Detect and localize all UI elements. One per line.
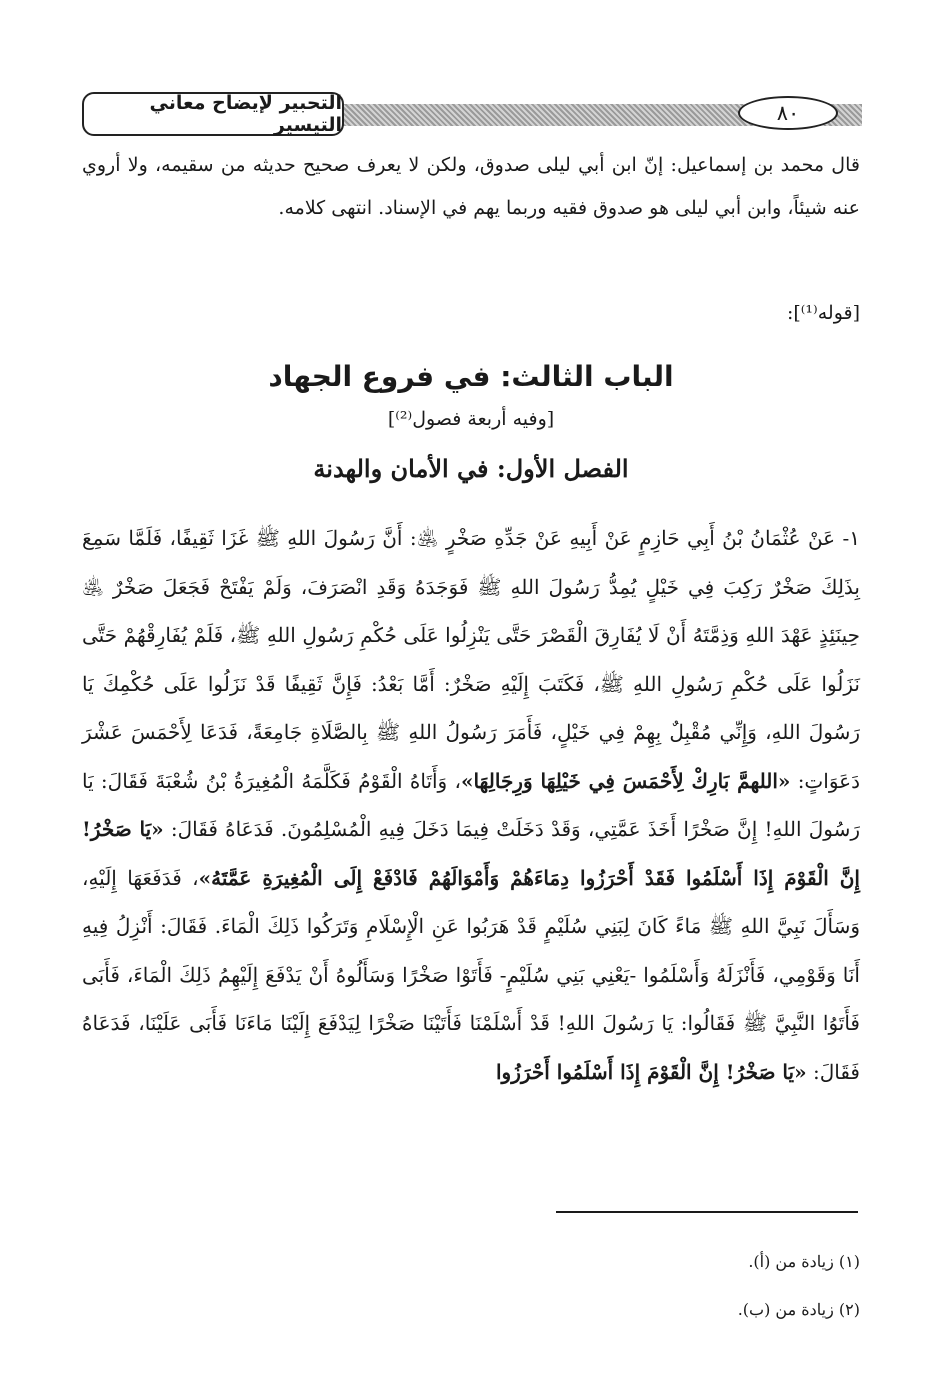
hadith-text-part1: ١- عَنْ عُثْمَانُ بْنُ أَبِي حَازِمٍ عَنْ أَبِيهِ عَنْ جَدِّهِ صَخْرٍ ﵁: أَنَّ رَسُولَ اللهِ ﷺ غَزَا ثَقِيفًا، فَلَمَّا سَمِعَ بِذَلِكَ صَخْرٌ رَكِبَ فِي خَيْلٍ يُمِدُّ رَسُولَ اللهِ ﷺ فَوَجَدَهُ وَقَدِ انْصَرَفَ، وَلَمْ يَفْتَحْ فَجَعَلَ صَخْرٌ ﵁ حِينَئِذٍ عَهْدَ اللهِ وَذِمَّتَهُ أَنْ لَا يُفَارِقَ الْقَصْرَ حَتَّى يَنْزِلُوا عَلَى حُكْمِ رَسُولِ اللهِ ﷺ، فَلَمْ يُفَارِقْهُمْ حَتَّى نَزَلُوا عَلَى حُكْمِ رَسُولِ اللهِ ﷺ، فَكَتَبَ إِلَيْهِ صَخْرٌ: أَمَّا بَعْدُ: فَإِنَّ ثَقِيفًا قَدْ نَزَلُوا عَلَى حُكْمِكَ يَا رَسُولَ اللهِ، وَإِنِّي مُقْبِلٌ بِهِمْ فِي خَيْلٍ، فَأَمَرَ رَسُولُ اللهِ ﷺ بِالصَّلَاةِ جَامِعَةً، فَدَعَا لِأَحْمَسَ عَشْرَ دَعَوَاتٍ: <box>82 526 860 793</box>
section-title: الفصل الأول: في الأمان والهدنة <box>313 454 629 483</box>
page-number: ٨٠ <box>738 96 838 130</box>
hadith-text-part2: ، وَأَتَاهُ الْقَوْمُ فَكَلَّمَهُ الْمُغِيرَةُ بْنُ شُعْبَةَ فَقَالَ: يَا رَسُولَ اللهِ! إِنَّ صَخْرًا أَخَذَ عَمَّتِي، وَقَدْ دَخَلَتْ فِيمَا دَخَلَ فِيهِ الْمُسْلِمُونَ. فَدَعَاهُ فَقَالَ: <box>82 768 860 841</box>
intro-paragraph: قال محمد بن إسماعيل: إنّ ابن أبي ليلى صدوق، ولكن لا يعرف صحيح حديثه من سقيمه، ولا أروي عنه شيئاً، وابن أبي ليلى هو صدوق فقيه وربما يهم في الإسناد. انتهى كلامه. <box>82 154 860 219</box>
hadith-text-part3: ، فَدَفَعَهَا إِلَيْهِ، وَسَأَلَ نَبِيَّ اللهِ ﷺ مَاءً كَانَ لِبَنِي سُلَيْمٍ قَدْ هَرَبُوا عَنِ الْإِسْلَامِ وَتَرَكُوا ذَلِكَ الْمَاءَ. فَقَالَ: أَنْزِلُ فِيهِ أَنَا وَقَوْمِي، فَأَنْزَلَهُ وَأَسْلَمُوا -يَعْنِي بَنِي سُلَيْمٍ- فَأَتَوْا صَخْرًا وَسَأَلُوهُ أَنْ يَدْفَعَ إِلَيْهِمُ ذَلِكَ الْمَاءَ، فَأَبَى فَأَتَوُا النَّبِيَّ ﷺ فَقَالُوا: يَا رَسُولَ اللهِ! قَدْ أَسْلَمْنَا فَأَتَيْنَا صَخْرًا لِيَدْفَعَ إِلَيْنَا مَاءَنَا فَأَبَى عَلَيْنَا، فَدَعَاهُ فَقَالَ: <box>82 865 860 1084</box>
footnote-2: (٢) زيادة من (ب). <box>737 1300 860 1319</box>
chapter-subtitle: [وفيه أربعة فصول⁽²⁾] <box>387 408 555 430</box>
footnote-1: (١) زيادة من (أ). <box>748 1252 860 1271</box>
hadith-prophetic-quote-2: «يَا صَخْرُ! إِنَّ الْقَوْمَ إِذَا أَسْلَمُوا فَقَدْ أَحْرَزُوا دِمَاءَهُمْ وَأَمْوَالَهُمْ فَادْفَعْ إِلَى الْمُغِيرَةِ عَمَّتَهُ» <box>82 817 860 890</box>
page-header <box>82 92 862 142</box>
hadith-paragraph <box>82 514 860 1096</box>
qawluh-label: [قوله⁽¹⁾]: <box>786 302 860 324</box>
footnote-separator <box>556 1211 858 1213</box>
hadith-prophetic-quote-3: «يَا صَخْرُ! إِنَّ الْقَوْمَ إِذَا أَسْلَمُوا أَحْرَزُوا <box>495 1059 807 1084</box>
chapter-title: الباب الثالث: في فروع الجهاد <box>268 360 674 393</box>
hadith-prophetic-quote-1: «اللهمَّ بَارِكْ لِأَحْمَسَ فِي خَيْلِهَا وَرِجَالِهَا» <box>460 768 791 793</box>
book-title: التحبير لإيضاح معاني التيسير <box>82 92 344 136</box>
